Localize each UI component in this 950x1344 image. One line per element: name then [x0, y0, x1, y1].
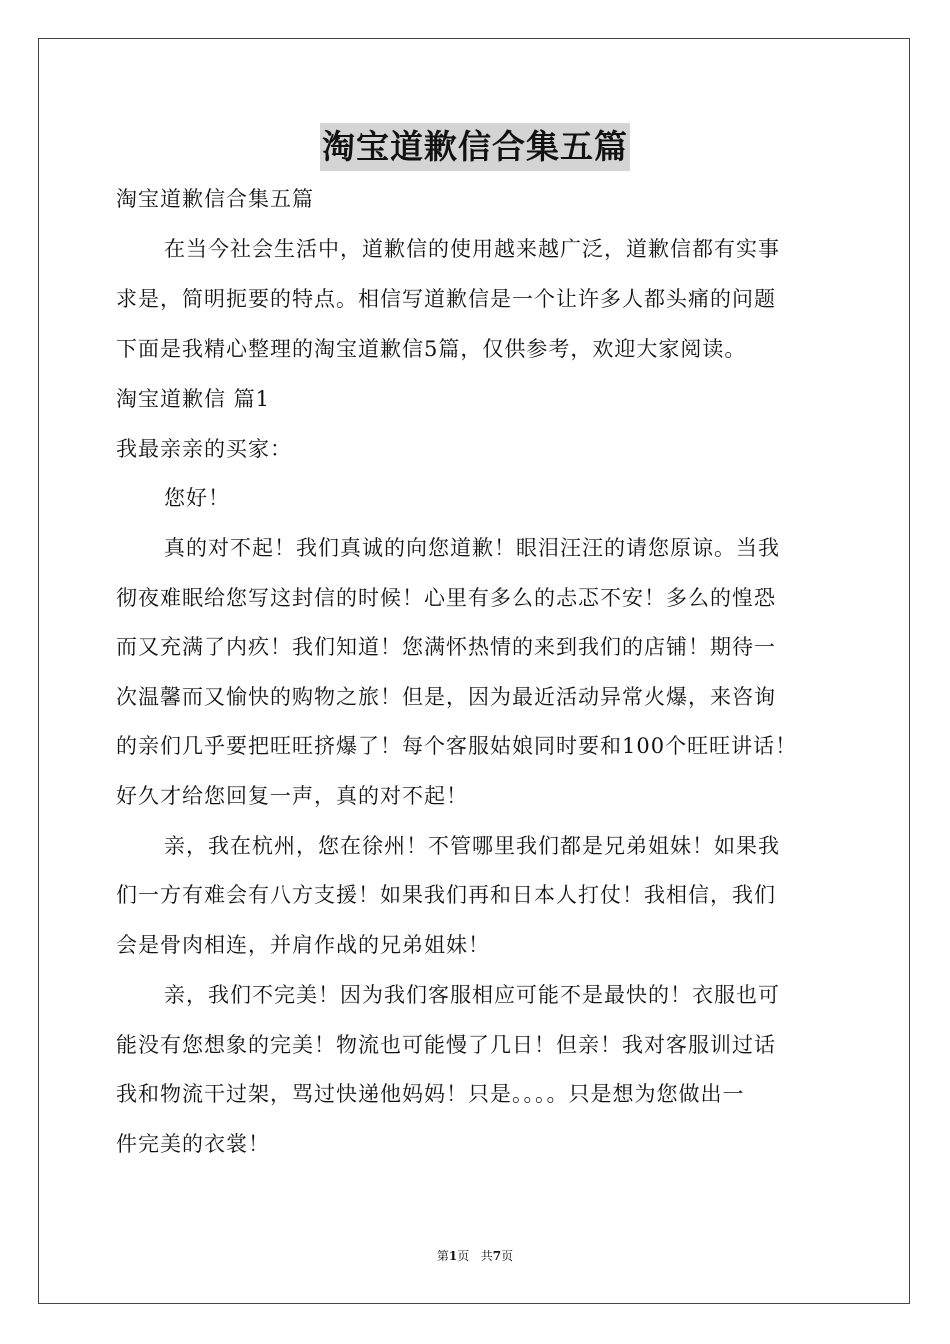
page-border [38, 38, 910, 1304]
para1-line-3: 而又充满了内疚！我们知道！您满怀热情的来到我们的店铺！期待一 [116, 635, 776, 659]
para1-line-2: 彻夜难眠给您写这封信的时候！心里有多么的忐忑不安！多么的惶恐 [116, 586, 776, 610]
para1-line-1: 真的对不起！我们真诚的向您道歉！眼泪汪汪的请您原谅。当我 [164, 536, 780, 560]
para1-line-5: 的亲们几乎要把旺旺挤爆了！每个客服姑娘同时要和100个旺旺讲话！ [116, 734, 798, 758]
greeting: 您好！ [164, 486, 230, 510]
para3-line-1: 亲，我们不完美！因为我们客服相应可能不是最快的！衣服也可 [164, 983, 780, 1007]
para1-line-4: 次温馨而又愉快的购物之旅！但是，因为最近活动异常火爆，来咨询 [116, 685, 776, 709]
para3-line-3: 我和物流干过架，骂过快递他妈妈！只是。。。。只是想为您做出一 [116, 1082, 745, 1106]
para1-line-6: 好久才给您回复一声，真的对不起！ [116, 784, 468, 808]
intro-line-3: 下面是我精心整理的淘宝道歉信5篇，仅供参考，欢迎大家阅读。 [116, 337, 747, 361]
total-suffix: 页 [501, 1249, 514, 1263]
page-footer [0, 1248, 950, 1264]
page-prefix: 第 [436, 1249, 449, 1263]
subtitle-line: 淘宝道歉信合集五篇 [116, 187, 314, 211]
document-title: 淘宝道歉信合集五篇 [320, 123, 630, 171]
total-pages: 7 [492, 1249, 502, 1263]
intro-line-1: 在当今社会生活中，道歉信的使用越来越广泛，道歉信都有实事 [164, 237, 780, 261]
page-suffix: 页 [457, 1249, 470, 1263]
total-prefix: 共 [480, 1249, 493, 1263]
page-number: 1 [448, 1249, 458, 1263]
para2-line-1: 亲，我在杭州，您在徐州！不管哪里我们都是兄弟姐妹！如果我 [164, 834, 780, 858]
para3-line-2: 能没有您想象的完美！物流也可能慢了几日！但亲！我对客服训过话 [116, 1033, 776, 1057]
salutation: 我最亲亲的买家： [116, 437, 292, 461]
para2-line-3: 会是骨肉相连，并肩作战的兄弟姐妹！ [116, 933, 490, 957]
section-heading: 淘宝道歉信 篇1 [116, 387, 271, 411]
document-title-wrap [0, 123, 950, 171]
intro-line-2: 求是，简明扼要的特点。相信写道歉信是一个让许多人都头痛的问题 [116, 287, 776, 311]
para3-line-4: 件完美的衣裳！ [116, 1132, 270, 1156]
para2-line-2: 们一方有难会有八方支援！如果我们再和日本人打仗！我相信，我们 [116, 883, 776, 907]
